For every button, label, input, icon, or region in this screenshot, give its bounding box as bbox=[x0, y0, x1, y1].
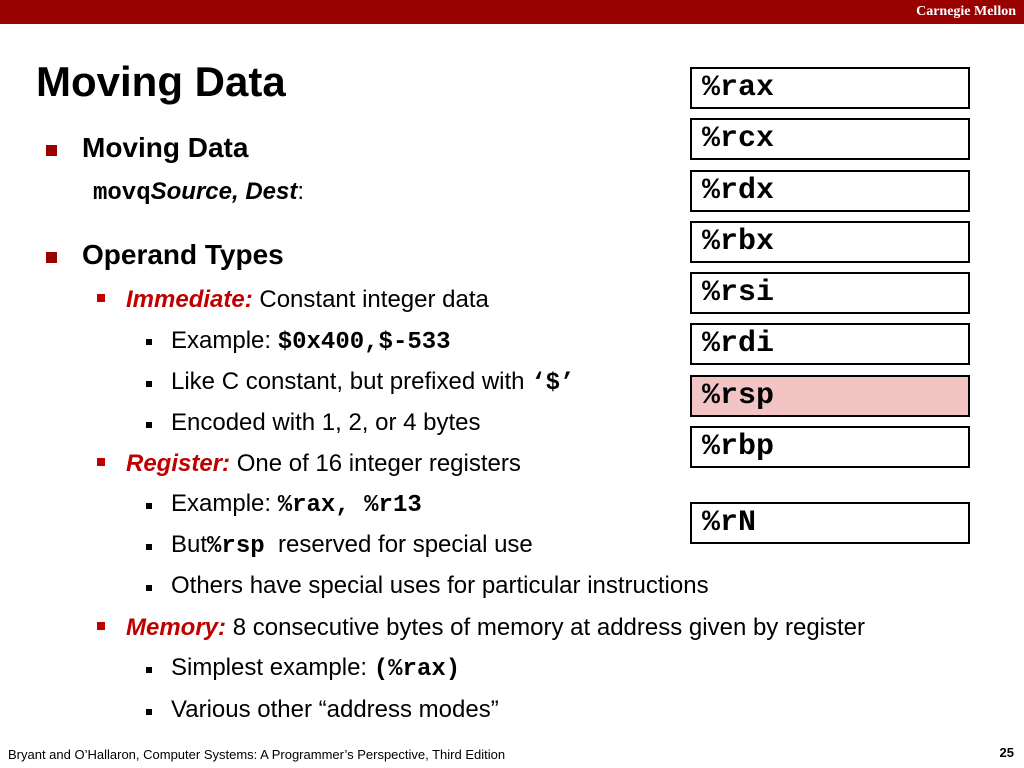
item-immediate bbox=[126, 286, 489, 314]
movq-instr: movq bbox=[93, 180, 151, 207]
immediate-like-code: ‘$’ bbox=[531, 370, 575, 397]
register-but-text: But bbox=[171, 531, 208, 558]
memory-simplest-code: (%rax) bbox=[373, 656, 461, 683]
register-box-rbx: %rbx bbox=[690, 221, 970, 263]
bullet-square-icon bbox=[97, 458, 105, 466]
item-memory bbox=[126, 614, 865, 642]
bullet-small-icon bbox=[146, 503, 152, 509]
register-others: Others have special uses for particular instructions bbox=[171, 572, 709, 599]
memory-simplest bbox=[171, 654, 460, 683]
register-box-rdx: %rdx bbox=[690, 170, 970, 212]
movq-dest: Dest bbox=[245, 178, 298, 205]
immediate-example-code: $0x400,$-533 bbox=[277, 329, 451, 356]
register-box-rn: %rN bbox=[690, 502, 970, 544]
movq-syntax bbox=[93, 178, 304, 207]
bullet-square-icon bbox=[46, 252, 57, 263]
immediate-label: Immediate: bbox=[126, 286, 253, 313]
bullet-small-icon bbox=[146, 422, 152, 428]
immediate-example-label: Example: bbox=[171, 327, 272, 354]
bullet-square-icon bbox=[46, 145, 57, 156]
brand-label: Carnegie Mellon bbox=[916, 4, 1016, 19]
bullet-small-icon bbox=[146, 709, 152, 715]
immediate-like-text: Like C constant, but prefixed with bbox=[171, 368, 525, 395]
page-number: 25 bbox=[999, 745, 1014, 760]
bullet-square-icon bbox=[97, 622, 105, 630]
header-bar bbox=[0, 0, 1024, 24]
register-box-rbp: %rbp bbox=[690, 426, 970, 468]
register-box-rax: %rax bbox=[690, 67, 970, 109]
memory-label: Memory: bbox=[126, 614, 227, 641]
immediate-like bbox=[171, 368, 574, 397]
bullet-small-icon bbox=[146, 339, 152, 345]
movq-source: Source bbox=[150, 178, 232, 205]
register-box-rsp: %rsp bbox=[690, 375, 970, 417]
register-but bbox=[171, 531, 533, 560]
bullet-moving-data: Moving Data bbox=[82, 132, 249, 163]
register-but-rest: reserved for special use bbox=[277, 531, 533, 558]
register-box-rcx: %rcx bbox=[690, 118, 970, 160]
footer-citation: Bryant and O’Hallaron, Computer Systems: A Programmer’s Perspective, Third Edition bbox=[8, 747, 506, 762]
bullet-square-icon bbox=[97, 294, 105, 302]
movq-colon: : bbox=[297, 178, 305, 205]
register-text: One of 16 integer registers bbox=[236, 450, 521, 477]
memory-various: Various other “address modes” bbox=[171, 696, 499, 723]
register-label: Register: bbox=[126, 450, 231, 477]
register-example bbox=[171, 490, 422, 519]
register-example-label: Example: bbox=[171, 490, 272, 517]
bullet-small-icon bbox=[146, 585, 152, 591]
slide-title: Moving Data bbox=[36, 58, 286, 105]
immediate-encoded: Encoded with 1, 2, or 4 bytes bbox=[171, 409, 481, 436]
register-box-rsi: %rsi bbox=[690, 272, 970, 314]
register-box-rdi: %rdi bbox=[690, 323, 970, 365]
memory-simplest-label: Simplest example: bbox=[171, 654, 368, 681]
memory-text: 8 consecutive bytes of memory at address given by register bbox=[232, 614, 865, 641]
immediate-text: Constant integer data bbox=[259, 286, 489, 313]
immediate-example bbox=[171, 327, 451, 356]
register-but-code: %rsp bbox=[207, 533, 265, 560]
bullet-operand-types: Operand Types bbox=[82, 239, 284, 270]
register-example-code: %rax, %r13 bbox=[277, 492, 422, 519]
bullet-small-icon bbox=[146, 544, 152, 550]
item-register bbox=[126, 450, 521, 478]
movq-comma: , bbox=[231, 178, 239, 205]
bullet-small-icon bbox=[146, 667, 152, 673]
bullet-small-icon bbox=[146, 381, 152, 387]
